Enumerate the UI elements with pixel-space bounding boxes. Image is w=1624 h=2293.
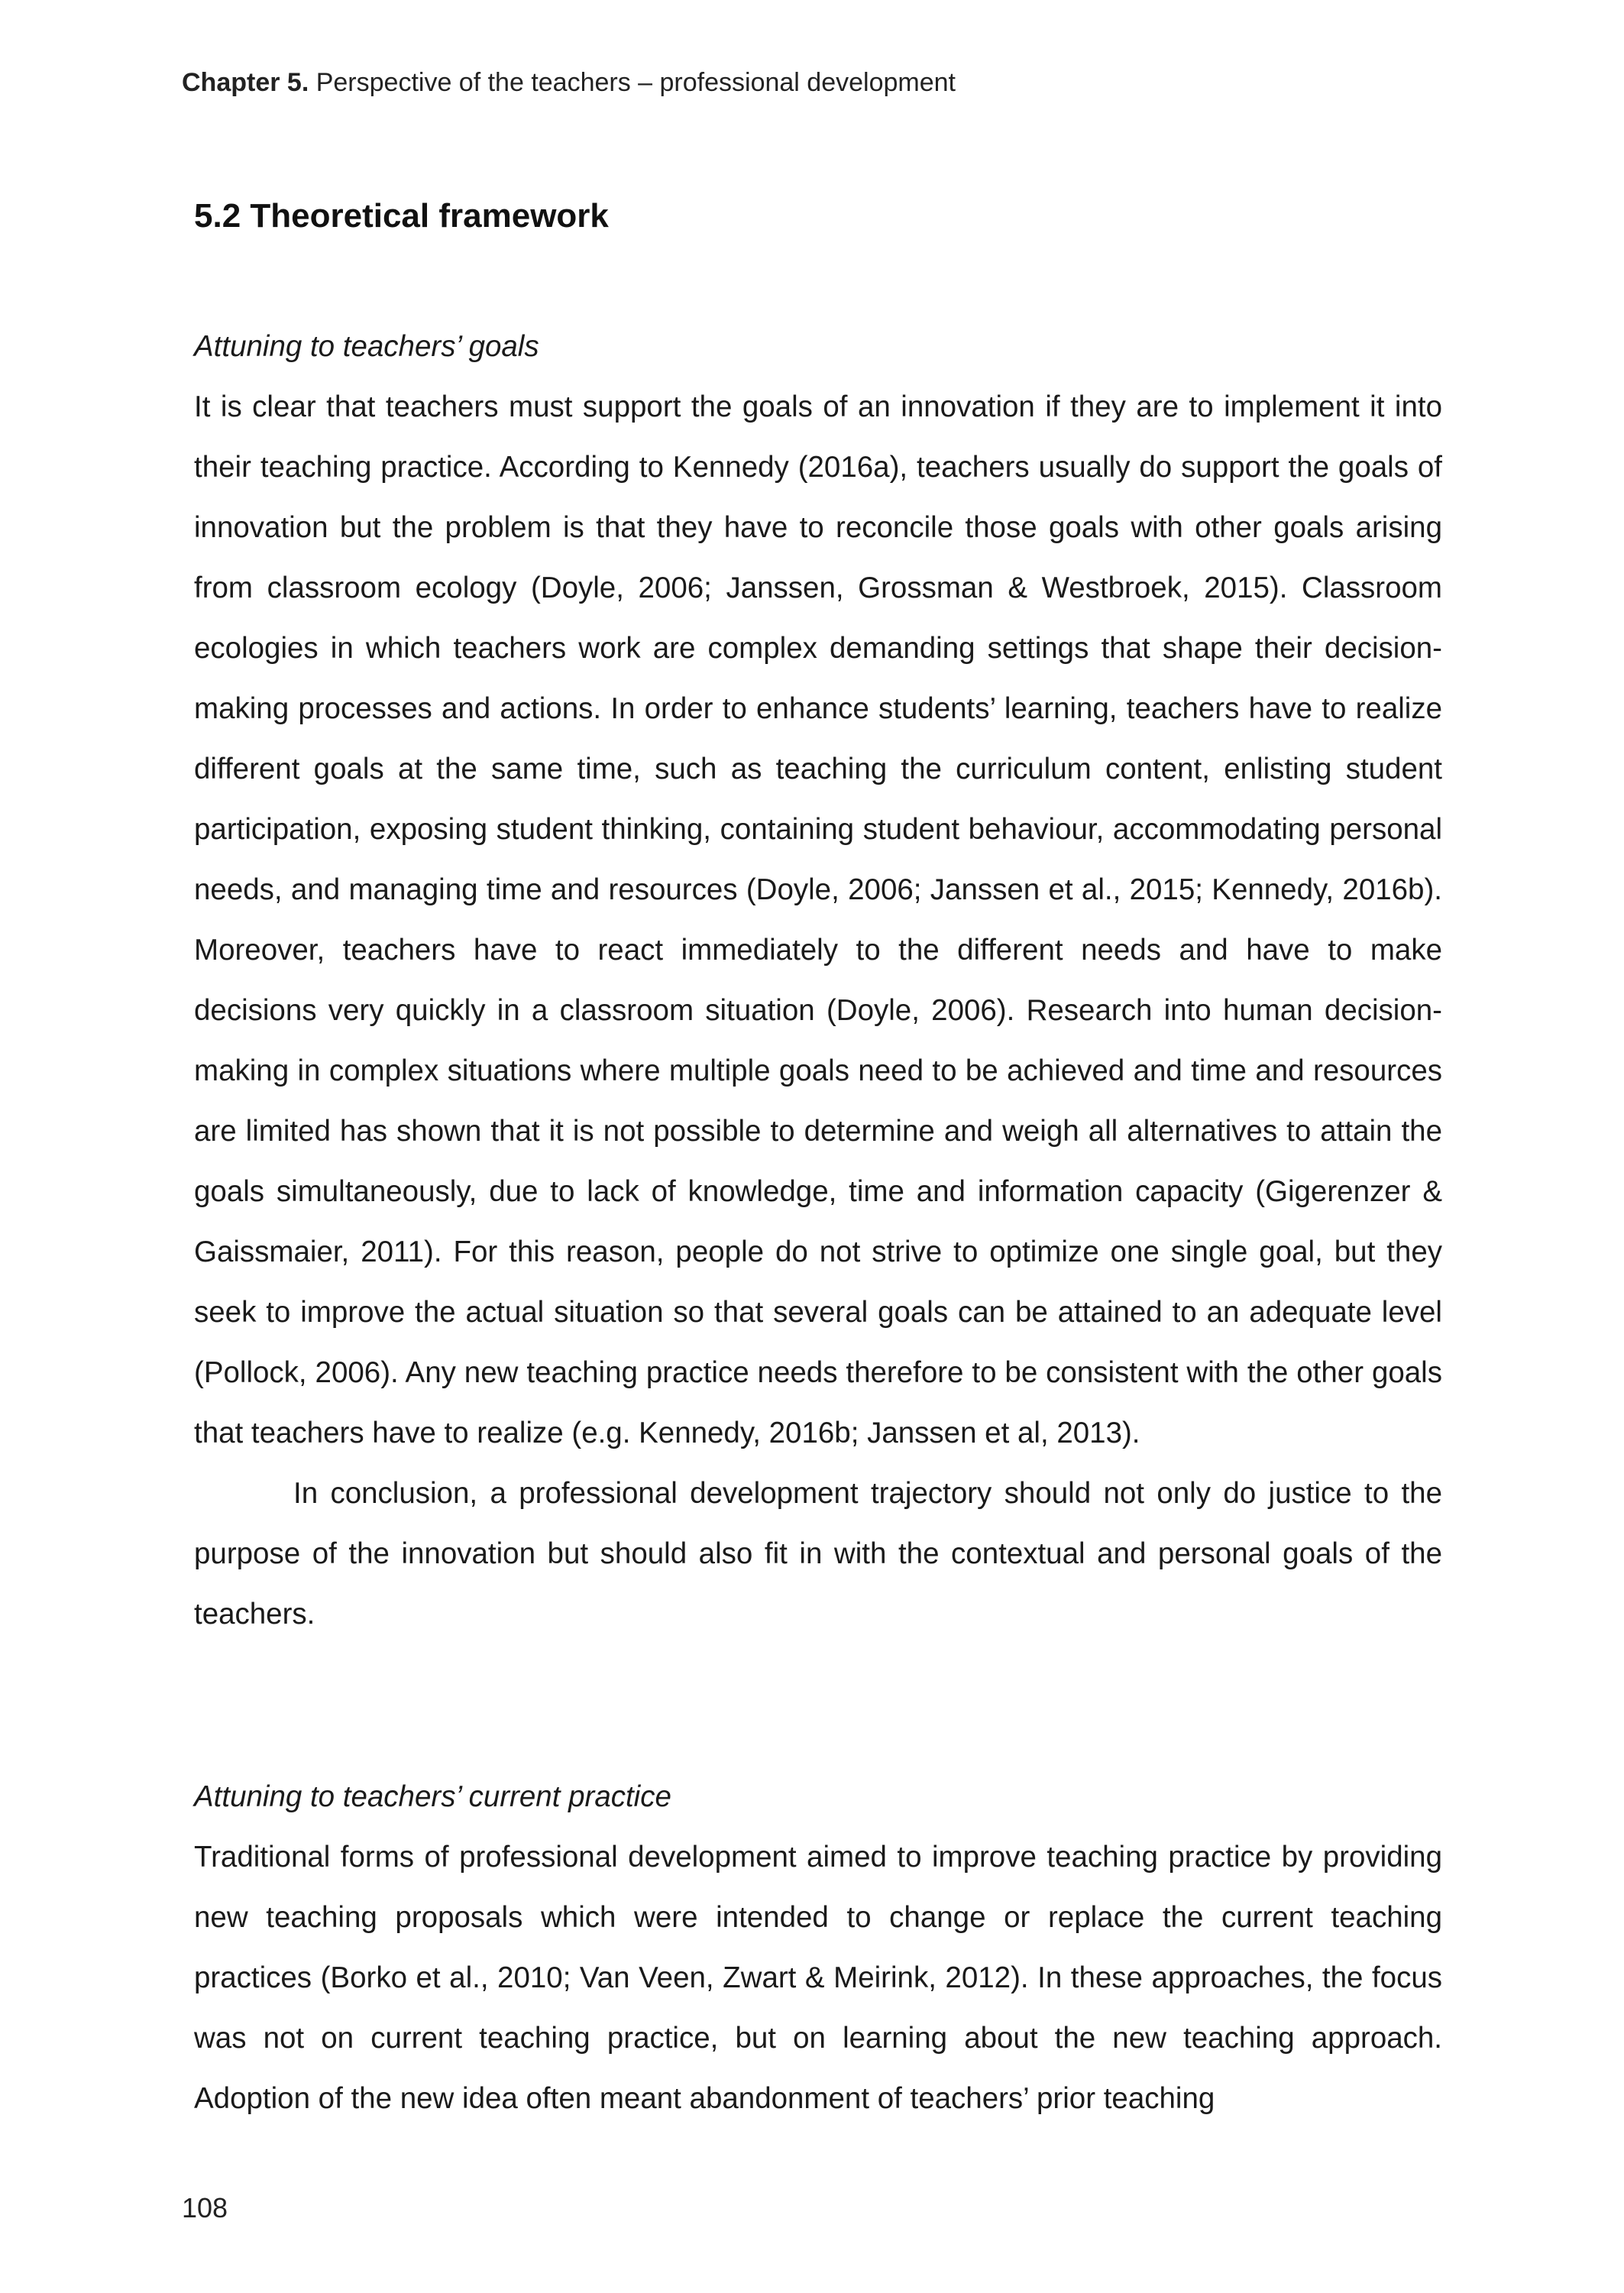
section-title: 5.2 Theoretical framework	[194, 197, 609, 235]
running-header	[182, 67, 956, 98]
paragraph-current-practice-1: Traditional forms of professional development aimed to improve teaching practice by providing new teaching proposals which were intended to change or replace the current teaching practices (Borko et al., 2010; Van Veen, Zwart & Meirink, 2012). In these approaches, the focus was not on current teaching practice, but on learning about the new teaching approach. Adoption of the new idea often meant abandonment of teachers’ prior teaching	[194, 1841, 1442, 2115]
chapter-title: Perspective of the teachers – professional development	[315, 68, 956, 97]
paragraph-goals-1: It is clear that teachers must support the goals of an innovation if they are to implement it into their teaching practice. According to Kennedy (2016a), teachers usually do support the goals of innovation but the problem is that they have to reconcile those goals with other goals arising from classroom ecology (Doyle, 2006; Janssen, Grossman & Westbroek, 2015). Classroom ecologies in which teachers work are complex demanding settings that shape their decision-making processes and actions. In order to enhance students’ learning, teachers have to realize different goals at the same time, such as teaching the curriculum content, enlisting student participation, exposing student thinking, containing student behaviour, accommodating personal needs, and managing time and resources (Doyle, 2006; Janssen et al., 2015; Kennedy, 2016b). Moreover, teachers have to react immediately to the different needs and have to make decisions very quickly in a classroom situation (Doyle, 2006). Research into human decision-making in complex situations where multiple goals need to be achieved and time and resources are limited has shown that it is not possible to determine and weigh all alternatives to attain the goals simultaneously, due to lack of knowledge, time and information capacity (Gigerenzer & Gaissmaier, 2011). For this reason, people do not strive to optimize one single goal, but they seek to improve the actual situation so that several goals can be attained to an adequate level (Pollock, 2006). Any new teaching practice needs therefore to be consistent with the other goals that teachers have to realize (e.g. Kennedy, 2016b; Janssen et al, 2013).	[194, 390, 1442, 1449]
page-number: 108	[182, 2192, 228, 2223]
paragraph-goals-2: In conclusion, a professional development trajectory should not only do justice to the purpose of the innovation but should also fit in with the contextual and personal goals of the teachers.	[194, 1477, 1442, 1631]
subsection-current-practice	[194, 1767, 1442, 2129]
chapter-label: Chapter 5.	[182, 68, 309, 97]
subsection-heading-goals: Attuning to teachers’ goals	[194, 330, 539, 363]
subsection-heading-current-practice: Attuning to teachers’ current practice	[194, 1780, 671, 1813]
subsection-goals	[194, 316, 1442, 1644]
